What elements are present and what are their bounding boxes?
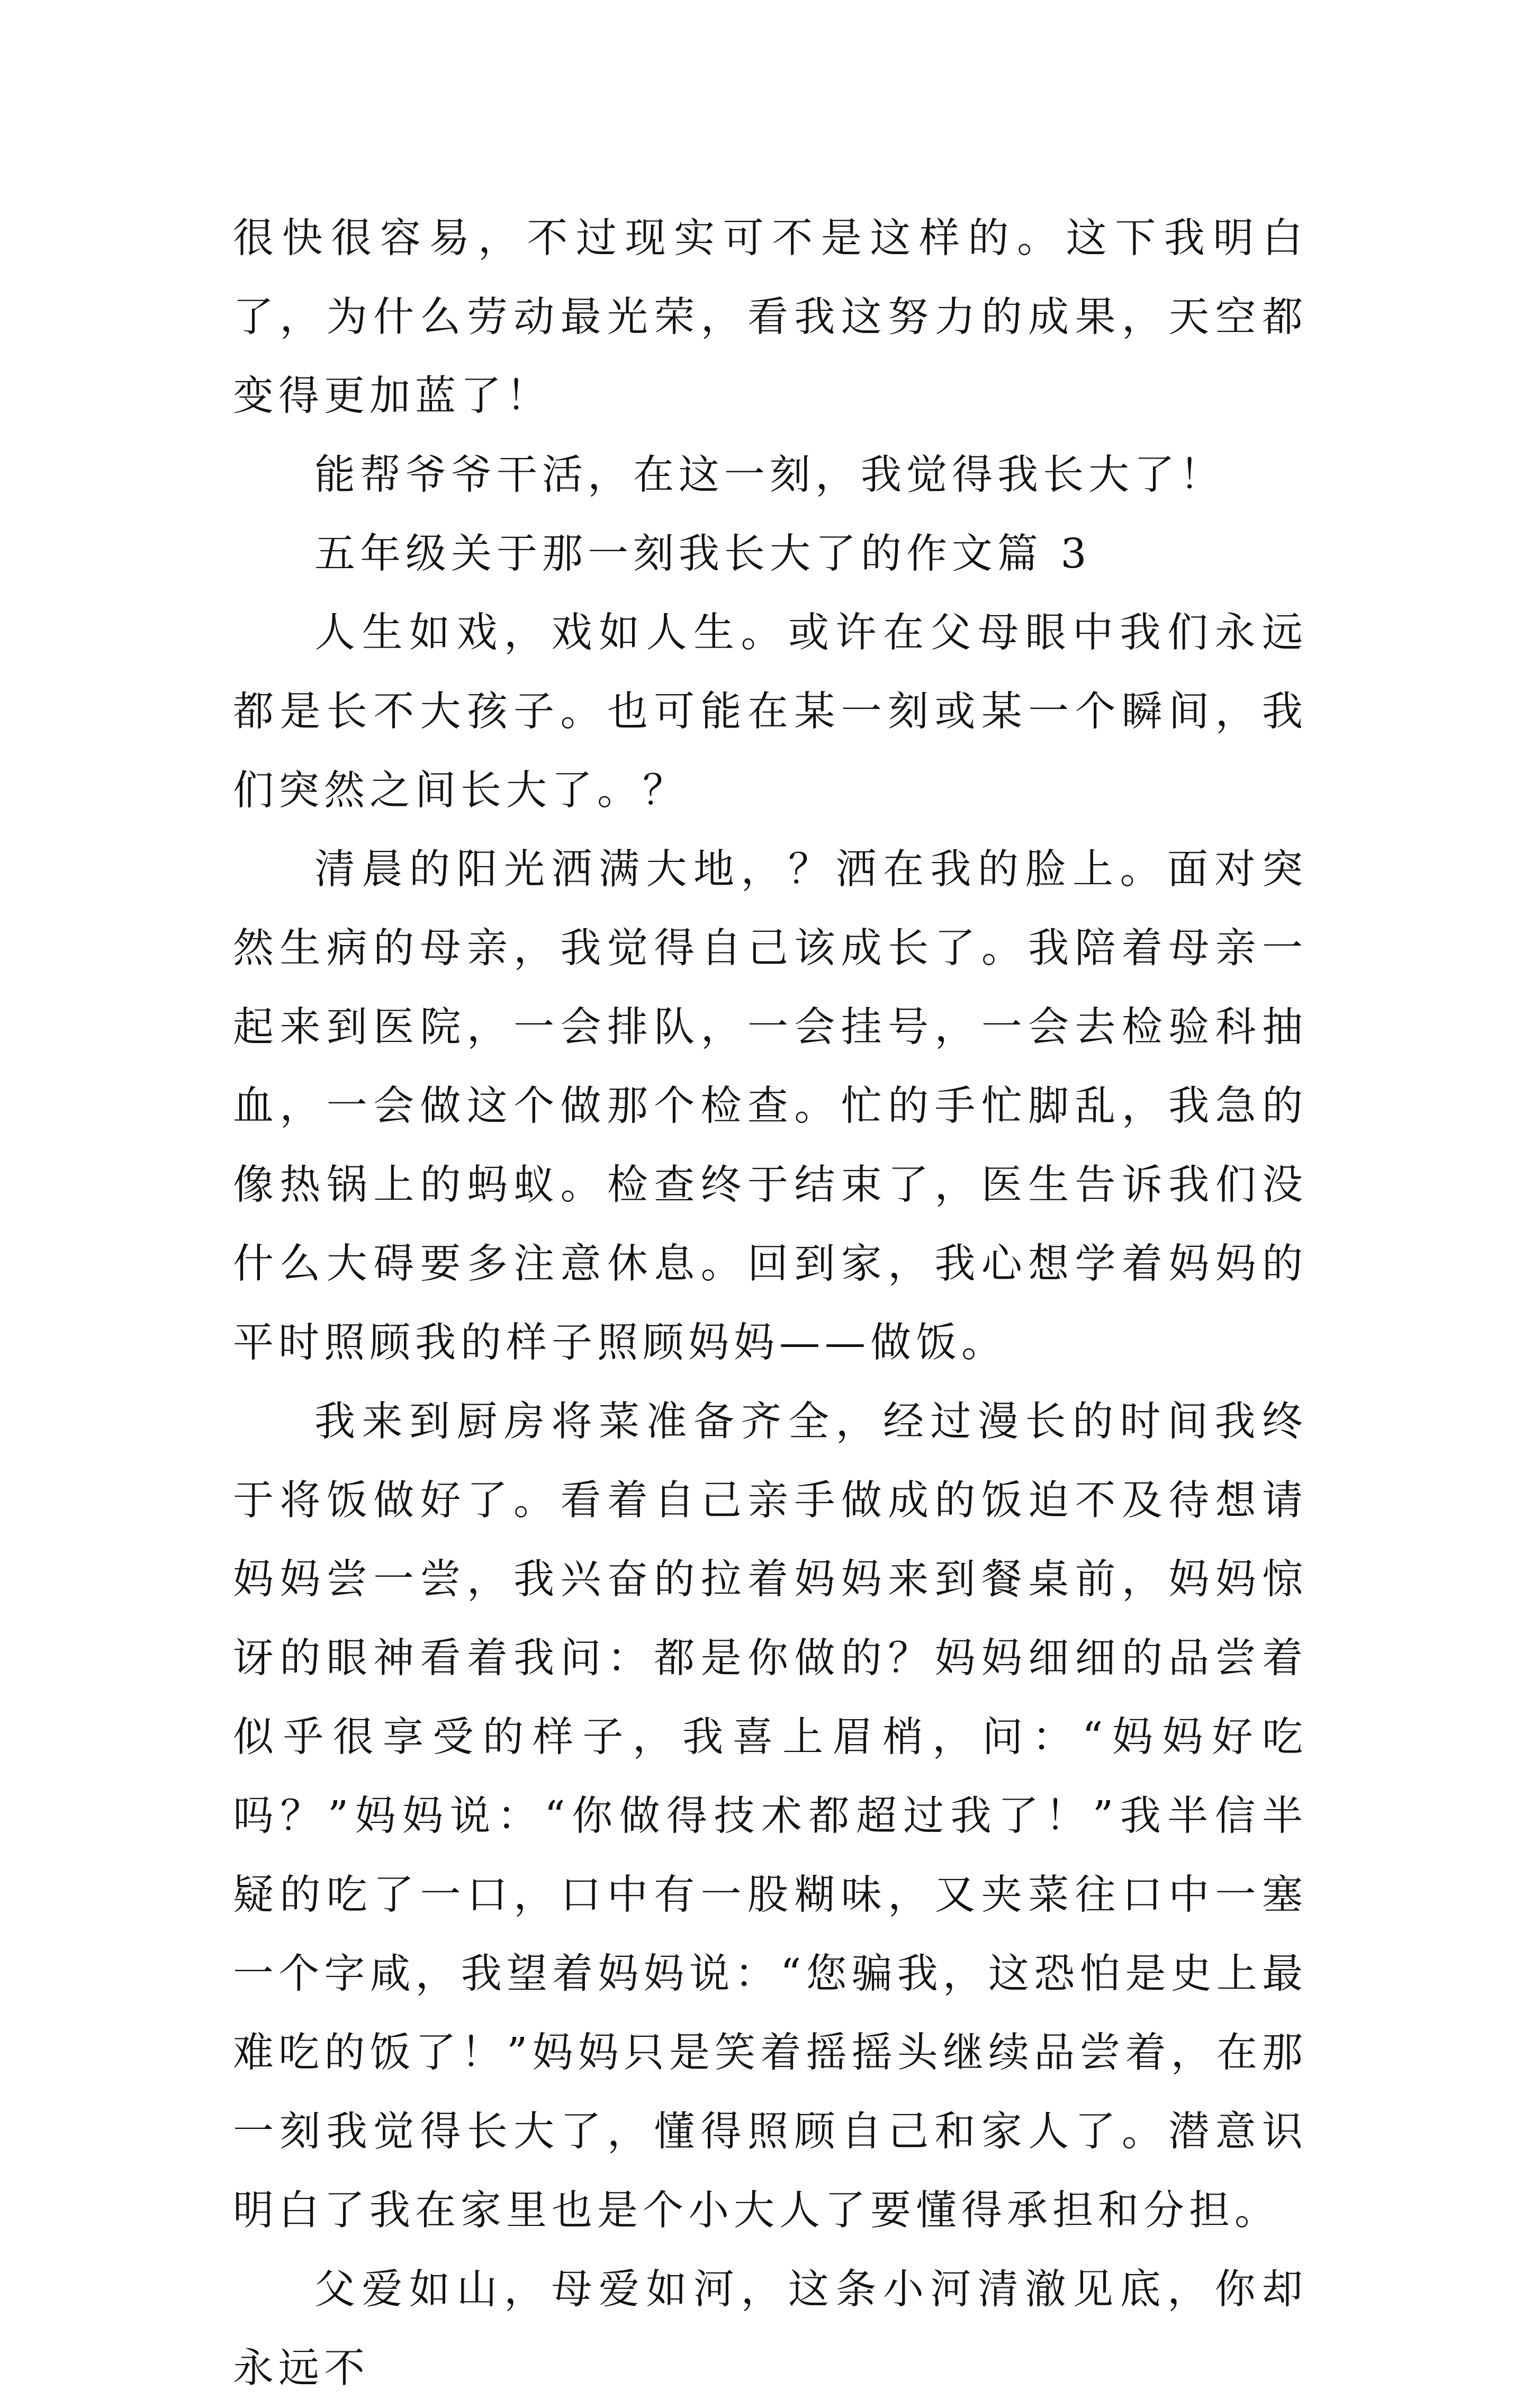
paragraph-3: 人生如戏，戏如人生。或许在父母眼中我们永远都是长不大孩子。也可能在某一刻或某一个瞬间，我们突然之间长大了。？ (233, 609, 1308, 814)
paragraph-1: 很快很容易，不过现实可不是这样的。这下我明白了，为什么劳动最光荣，看我这努力的成果，天空都变得更加蓝了！ (233, 215, 1308, 420)
paragraph-5: 我来到厨房将菜准备齐全，经过漫长的时间我终于将饭做好了。看着自己亲手做成的饭迫不及待想请妈妈尝一尝，我兴奋的拉着妈妈来到餐桌前，妈妈惊讶的眼神看着我问：都是你做的？妈妈细细的品尝着似乎很享受的样子，我喜上眉梢，问：“妈妈好吃吗？”妈妈说：“你做得技术都超过我了！”我半信半疑的吃了一口，口中有一股糊味，又夹菜往口中一塞一个字咸，我望着妈妈说：“您骗我，这恐怕是史上最难吃的饭了！”妈妈只是笑着摇摇头继续品尝着，在那一刻我觉得长大了，懂得照顾自己和家人了。潜意识明白了我在家里也是个小大人了要懂得承担和分担。 (233, 1398, 1308, 2234)
section-heading: 五年级关于那一刻我长大了的作文篇 3 (314, 531, 1092, 578)
paragraph-4: 清晨的阳光洒满大地，？洒在我的脸上。面对突然生病的母亲，我觉得自己该成长了。我陪着母亲一起来到医院，一会排队，一会挂号，一会去检验科抽血，一会做这个做那个检查。忙的手忙脚乱，我急的像热锅上的蚂蚁。检查终于结束了，医生告诉我们没什么大碍要多注意休息。回到家，我心想学着妈妈的平时照顾我的样子照顾妈妈——做饭。 (233, 846, 1308, 1367)
paragraph-6: 父爱如山，母爱如河，这条小河清澈见底，你却永远不 (233, 2266, 1308, 2392)
document-body (233, 199, 1308, 2408)
paragraph-2: 能帮爷爷干活，在这一刻，我觉得我长大了！ (314, 452, 1225, 499)
